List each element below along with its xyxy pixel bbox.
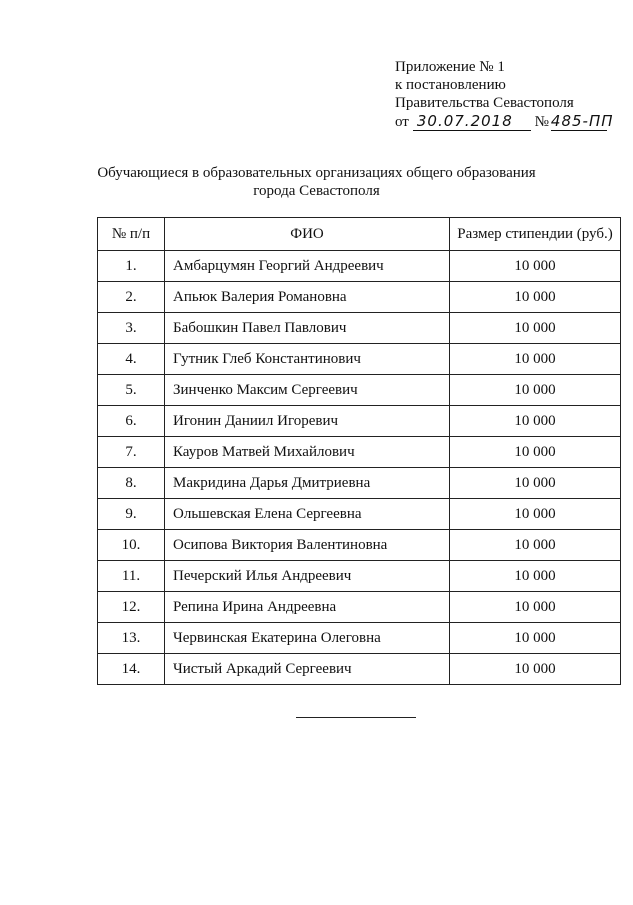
table-row	[98, 344, 621, 375]
stipend-amount: 10 000	[450, 592, 621, 623]
student-name: Амбарцумян Георгий Андреевич	[165, 251, 450, 282]
stipend-amount: 10 000	[450, 561, 621, 592]
document-title	[0, 164, 633, 200]
table-row	[98, 251, 621, 282]
stipend-amount: 10 000	[450, 499, 621, 530]
row-number: 11.	[98, 561, 165, 592]
appendix-header	[395, 58, 614, 131]
stipend-amount: 10 000	[450, 623, 621, 654]
table-row	[98, 406, 621, 437]
handwritten-date: 30.07.2018	[413, 112, 531, 131]
number-prefix: №	[534, 114, 549, 130]
table-row	[98, 499, 621, 530]
title-line-1: Обучающиеся в образовательных организациях общего образования	[97, 165, 536, 181]
date-prefix: от	[395, 114, 409, 130]
student-name: Зинченко Максим Сергеевич	[165, 375, 450, 406]
row-number: 13.	[98, 623, 165, 654]
students-table	[97, 217, 621, 685]
row-number: 8.	[98, 468, 165, 499]
row-number: 6.	[98, 406, 165, 437]
table-row	[98, 375, 621, 406]
stipend-amount: 10 000	[450, 375, 621, 406]
stipend-amount: 10 000	[450, 282, 621, 313]
stipend-amount: 10 000	[450, 468, 621, 499]
table-row	[98, 282, 621, 313]
stipend-amount: 10 000	[450, 437, 621, 468]
table-row	[98, 654, 621, 685]
appendix-title: Приложение № 1	[395, 59, 505, 75]
stipend-amount: 10 000	[450, 344, 621, 375]
row-number: 3.	[98, 313, 165, 344]
handwritten-number: 485-ПП	[550, 112, 614, 130]
row-number: 5.	[98, 375, 165, 406]
student-name: Чистый Аркадий Сергеевич	[165, 654, 450, 685]
header-name: ФИО	[165, 218, 450, 251]
student-name: Бабошкин Павел Павлович	[165, 313, 450, 344]
header-number: № п/п	[98, 218, 165, 251]
student-name: Ольшевская Елена Сергеевна	[165, 499, 450, 530]
student-name: Игонин Даниил Игоревич	[165, 406, 450, 437]
stipend-amount: 10 000	[450, 654, 621, 685]
row-number: 2.	[98, 282, 165, 313]
stipend-amount: 10 000	[450, 313, 621, 344]
footer-separator	[296, 717, 416, 718]
row-number: 12.	[98, 592, 165, 623]
header-amount: Размер стипендии (руб.)	[450, 218, 621, 251]
table-row	[98, 592, 621, 623]
table-row	[98, 437, 621, 468]
table-body	[98, 251, 621, 685]
student-name: Апьюк Валерия Романовна	[165, 282, 450, 313]
table-row	[98, 530, 621, 561]
student-name: Червинская Екатерина Олеговна	[165, 623, 450, 654]
student-name: Макридина Дарья Дмитриевна	[165, 468, 450, 499]
row-number: 10.	[98, 530, 165, 561]
table-row	[98, 561, 621, 592]
appendix-ref: к постановлению	[395, 77, 506, 93]
row-number: 1.	[98, 251, 165, 282]
stipend-amount: 10 000	[450, 406, 621, 437]
row-number: 14.	[98, 654, 165, 685]
student-name: Репина Ирина Андреевна	[165, 592, 450, 623]
stipend-amount: 10 000	[450, 530, 621, 561]
stipend-amount: 10 000	[450, 251, 621, 282]
student-name: Кауров Матвей Михайлович	[165, 437, 450, 468]
student-name: Печерский Илья Андреевич	[165, 561, 450, 592]
table-row	[98, 468, 621, 499]
student-name: Осипова Виктория Валентиновна	[165, 530, 450, 561]
row-number: 9.	[98, 499, 165, 530]
table-row	[98, 623, 621, 654]
title-line-2: города Севастополя	[253, 183, 380, 199]
row-number: 4.	[98, 344, 165, 375]
table-header-row	[98, 218, 621, 251]
appendix-date-line	[395, 112, 614, 131]
row-number: 7.	[98, 437, 165, 468]
appendix-government: Правительства Севастополя	[395, 95, 574, 111]
student-name: Гутник Глеб Константинович	[165, 344, 450, 375]
table-row	[98, 313, 621, 344]
